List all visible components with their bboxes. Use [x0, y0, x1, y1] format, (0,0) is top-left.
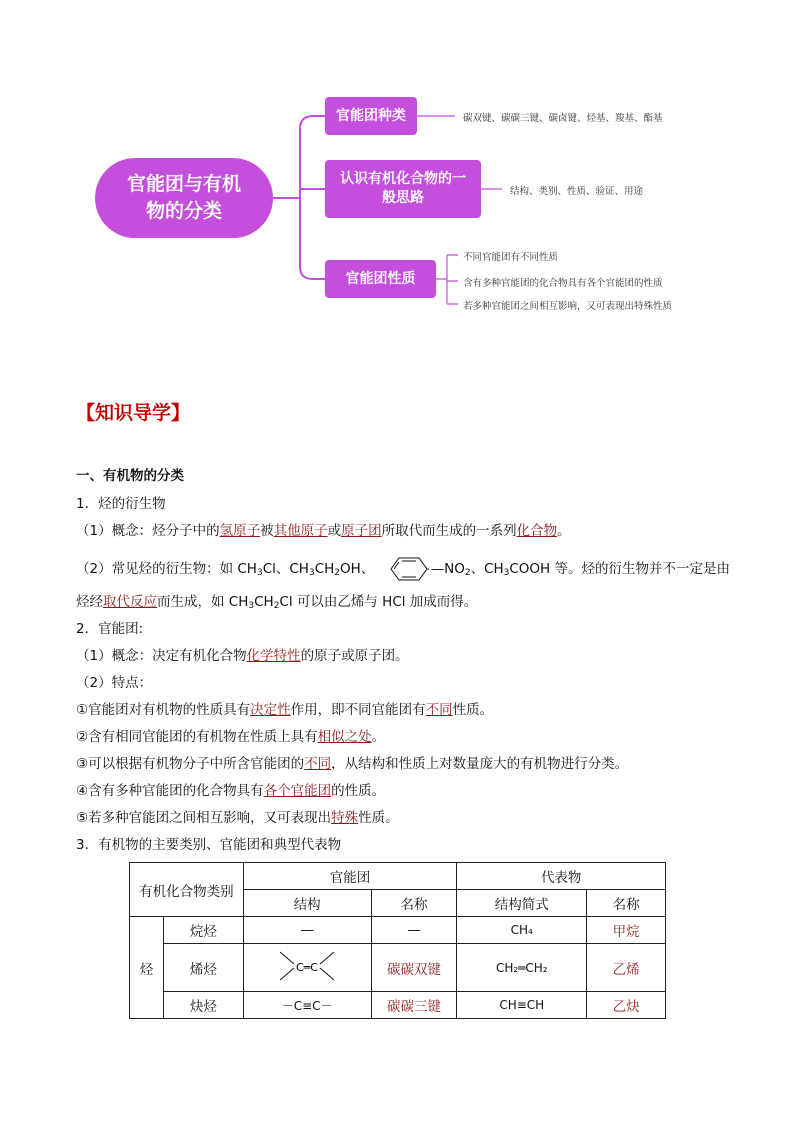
mindmap-node-properties-label: 官能团性质 — [345, 270, 416, 287]
text: 。 — [371, 729, 386, 745]
table-header-row — [130, 863, 666, 890]
mindmap-root — [95, 158, 273, 238]
cell: 乙烯 — [587, 944, 666, 992]
header-rep-name: 名称 — [587, 890, 666, 917]
subscript: 2 — [273, 601, 280, 611]
cell: — — [371, 917, 457, 944]
cell: 碳碳三键 — [371, 992, 457, 1019]
feature-5 — [76, 808, 399, 828]
header-class: 有机化合物类别 — [130, 863, 244, 917]
cell: CH₄ — [457, 917, 587, 944]
text: OH、 — [340, 561, 375, 577]
text: （1）概念：决定有机化合物 — [76, 648, 247, 664]
double-bond-text: C═C — [296, 960, 319, 974]
mindmap-node-types-label: 官能团种类 — [336, 107, 406, 124]
item2-concept — [76, 646, 409, 666]
mindmap-node-properties — [325, 260, 436, 298]
feature-4 — [76, 781, 385, 801]
text: 被 — [260, 523, 274, 539]
answer: 决定性 — [250, 702, 291, 718]
mindmap-leaf: 不同官能团有不同性质 — [463, 252, 559, 263]
text: 性质。 — [358, 810, 399, 826]
text: CH — [314, 561, 335, 577]
header-struct: 结构 — [243, 890, 371, 917]
cell: CH₂═CH₂ — [457, 944, 587, 992]
text: ①官能团对有机物的性质具有 — [76, 702, 251, 718]
cell: — — [243, 917, 371, 944]
text: 所取代而生成的一系列 — [381, 523, 517, 539]
answer: 特殊 — [331, 810, 359, 826]
subscript: 3 — [248, 601, 255, 611]
table-row — [130, 917, 666, 944]
subscript: 3 — [256, 568, 263, 578]
mindmap-leaf: 结构、类别、性质、验证、用途 — [510, 186, 644, 197]
text: 烃经 — [76, 594, 103, 610]
answer: 不同 — [425, 702, 453, 718]
item1-common — [76, 556, 730, 582]
mindmap-root-label: 官能团与有机物的分类 — [126, 173, 241, 222]
answer: 化学特性 — [246, 648, 301, 664]
answer: 化合物 — [516, 523, 558, 539]
mindmap-leaf: 若多种官能团之间相互影响，又可表现出特殊性质 — [463, 301, 673, 312]
answer: 相似之处 — [317, 729, 372, 745]
answer: 不同 — [304, 756, 332, 772]
answer: 各个官能团 — [263, 783, 332, 799]
text: 、CH — [470, 561, 504, 577]
header-rep: 代表物 — [457, 863, 666, 890]
answer: 其他原子 — [273, 523, 328, 539]
feature-3 — [76, 754, 628, 774]
table-row — [130, 992, 666, 1019]
answer: 氢原子 — [219, 523, 261, 539]
feature-1 — [76, 700, 493, 720]
text: （2）常见烃的衍生物：如 CH — [76, 561, 257, 577]
heading-classification: 一、有机物的分类 — [76, 468, 184, 484]
subscript: 3 — [503, 568, 510, 578]
feature-2 — [76, 727, 385, 747]
subscript: 2 — [334, 568, 341, 578]
cell: 碳碳双键 — [371, 944, 457, 992]
text: ④含有多种官能团的化合物具有 — [76, 783, 264, 799]
mindmap-leaf: 碳双键、碳碳三键、碳卤键、烃基、羧基、酯基 — [463, 113, 663, 124]
text: ，从结构和性质上对数量庞大的有机物进行分类。 — [331, 756, 629, 772]
organic-class-table — [129, 862, 666, 1019]
text: Cl 可以由乙烯与 HCl 加成而得。 — [279, 594, 478, 610]
text: COOH 等。烃的衍生物并不一定是由 — [509, 561, 730, 577]
header-rep-struct: 结构简式 — [457, 890, 587, 917]
text: 作用，即不同官能团有 — [290, 702, 426, 718]
item1-concept — [76, 521, 571, 541]
text: （1）概念：烃分子中的 — [76, 523, 220, 539]
text: 的原子或原子团。 — [300, 648, 409, 664]
text: 而生成，如 CH — [157, 594, 249, 610]
header-fg: 官能团 — [243, 863, 457, 890]
subscript: 3 — [308, 568, 315, 578]
text: ⑤若多种官能团之间相互影响，又可表现出 — [76, 810, 332, 826]
text: ②含有相同官能团的有机物在性质上具有 — [76, 729, 318, 745]
item2-feature: （2）特点： — [76, 675, 153, 691]
text: 的性质。 — [331, 783, 386, 799]
text: 或 — [327, 523, 342, 539]
text: ③可以根据有机物分子中所含官能团的 — [76, 756, 305, 772]
cell: 烯烃 — [163, 944, 243, 992]
cell: 乙炔 — [587, 992, 666, 1019]
text: Cl、CH — [262, 561, 309, 577]
section-title: 【知识导学】 — [76, 402, 191, 424]
mindmap-leaf: 含有多种官能团的化合物具有各个官能团的性质 — [463, 278, 663, 289]
cell: 甲烷 — [587, 917, 666, 944]
item2-title: 2．官能团: — [76, 621, 144, 637]
double-bond-structure-icon — [272, 946, 342, 986]
text: 性质。 — [452, 702, 494, 718]
text: 。 — [557, 523, 571, 539]
cell: 烷烃 — [163, 917, 243, 944]
answer: 取代反应 — [103, 594, 157, 610]
header-name: 名称 — [371, 890, 457, 917]
subscript: 2 — [464, 568, 471, 578]
table-row — [130, 944, 666, 992]
cell: CH≡CH — [457, 992, 587, 1019]
cell: 炔烃 — [163, 992, 243, 1019]
text: CH — [254, 594, 274, 610]
mindmap-node-approach-label: 认识有机化合物的一般思路 — [340, 171, 466, 206]
item1-title: 1．烃的衍生物 — [76, 496, 166, 512]
cell — [243, 944, 371, 992]
group-cell: 烃 — [130, 917, 164, 1019]
cell: －C≡C－ — [243, 992, 371, 1019]
item1-line2 — [76, 592, 477, 612]
answer: 原子团 — [341, 523, 382, 539]
mindmap-node-types — [325, 97, 417, 135]
text: —NO — [430, 561, 465, 577]
mindmap-node-approach — [325, 160, 481, 218]
item3-title: 3．有机物的主要类别、官能团和典型代表物 — [76, 837, 342, 853]
